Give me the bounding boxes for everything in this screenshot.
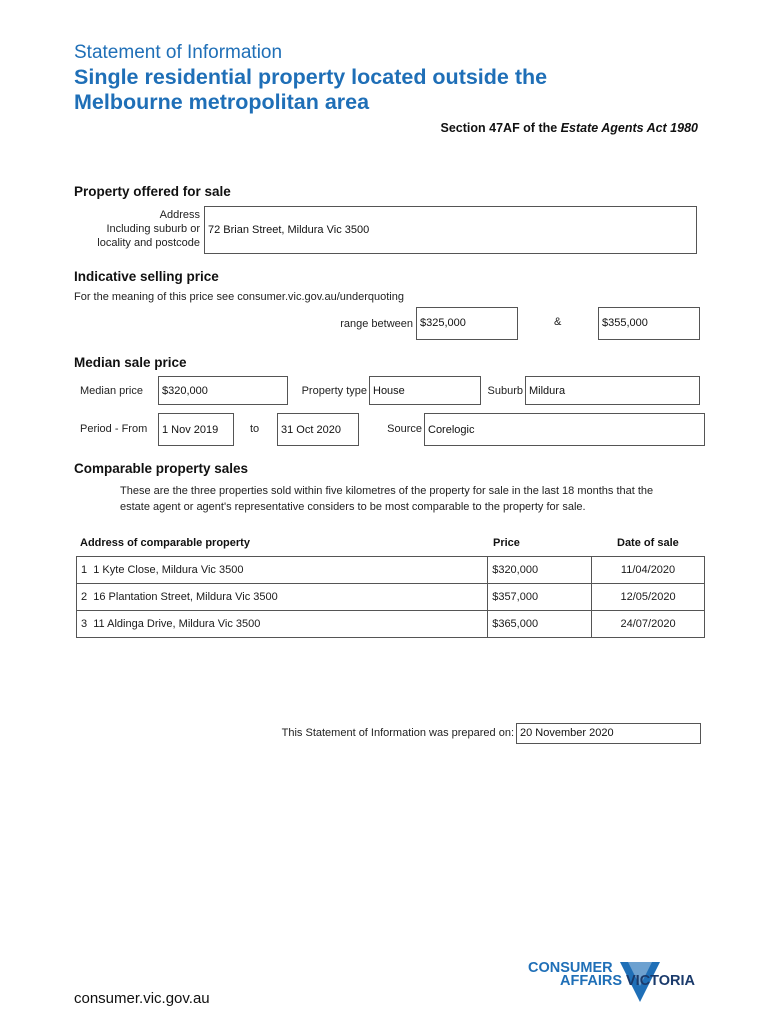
col-header-address: Address of comparable property — [80, 537, 250, 549]
comparable-date-cell[interactable]: 24/07/2020 — [592, 611, 705, 638]
period-to-field[interactable]: 31 Oct 2020 — [277, 413, 359, 446]
title-line-1: Single residential property located outside the — [74, 65, 548, 89]
col-header-date: Date of sale — [617, 537, 679, 549]
address-field[interactable]: 72 Brian Street, Mildura Vic 3500 — [204, 206, 697, 254]
comparable-sales-table — [76, 556, 705, 638]
footer-url[interactable]: consumer.vic.gov.au — [74, 990, 210, 1007]
address-label: Address — [159, 209, 200, 221]
row-address: 16 Plantation Street, Mildura Vic 3500 — [93, 591, 278, 603]
section-prefix: Section 47AF of the — [440, 121, 561, 135]
table-row — [77, 611, 705, 638]
section-reference — [441, 121, 698, 135]
comparable-date-cell[interactable]: 11/04/2020 — [592, 557, 705, 584]
property-type-label: Property type — [301, 385, 367, 397]
row-address: 1 Kyte Close, Mildura Vic 3500 — [93, 564, 244, 576]
document-kicker: Statement of Information — [74, 42, 283, 63]
row-index: 1 — [81, 564, 88, 576]
comparable-price-cell[interactable]: $357,000 — [488, 584, 592, 611]
price-high-field[interactable]: $355,000 — [598, 307, 700, 340]
comparable-note-line-2: estate agent or agent's representative considers to be most comparable to the property for sale. — [120, 501, 586, 513]
range-and: & — [554, 316, 562, 328]
logo-line-3: VICTORIA — [626, 973, 696, 989]
comparable-address-cell[interactable] — [77, 557, 488, 584]
logo-line-1: CONSUMER — [528, 960, 613, 976]
address-hint-2: locality and postcode — [97, 237, 200, 249]
comparable-note — [120, 483, 710, 515]
median-heading: Median sale price — [74, 355, 187, 370]
prepared-date-field[interactable]: 20 November 2020 — [516, 723, 701, 744]
period-to-label: to — [250, 423, 260, 435]
comparable-address-cell[interactable] — [77, 611, 488, 638]
table-row — [77, 584, 705, 611]
period-from-field[interactable]: 1 Nov 2019 — [158, 413, 234, 446]
suburb-label: Suburb — [487, 385, 523, 397]
prepared-label: This Statement of Information was prepared on: — [281, 727, 514, 739]
comparable-price-cell[interactable]: $320,000 — [488, 557, 592, 584]
comparable-heading: Comparable property sales — [74, 461, 249, 476]
median-price-field[interactable]: $320,000 — [158, 376, 288, 405]
suburb-field[interactable]: Mildura — [525, 376, 700, 405]
median-price-label: Median price — [80, 385, 143, 397]
period-from-label: Period - From — [80, 423, 148, 435]
title-line-2: Melbourne metropolitan area — [74, 90, 370, 114]
comparable-note-line-1: These are the three properties sold within five kilometres of the property for sale in the last 18 months that the — [120, 485, 654, 497]
indicative-heading: Indicative selling price — [74, 269, 219, 284]
section-act: Estate Agents Act 1980 — [560, 121, 698, 135]
logo-line-2: AFFAIRS — [560, 973, 623, 989]
source-label: Source — [387, 423, 422, 435]
comparable-date-cell[interactable]: 12/05/2020 — [592, 584, 705, 611]
row-address: 11 Aldinga Drive, Mildura Vic 3500 — [93, 618, 261, 630]
range-label: range between — [340, 318, 413, 330]
consumer-affairs-victoria-logo — [528, 958, 703, 1008]
price-low-field[interactable]: $325,000 — [416, 307, 518, 340]
table-row — [77, 557, 705, 584]
property-type-field[interactable]: House — [369, 376, 481, 405]
row-index: 2 — [81, 591, 88, 603]
property-heading: Property offered for sale — [74, 184, 231, 199]
comparable-price-cell[interactable]: $365,000 — [488, 611, 592, 638]
address-hint-1: Including suburb or — [106, 223, 200, 235]
col-header-price: Price — [493, 537, 520, 549]
row-index: 3 — [81, 618, 88, 630]
indicative-note: For the meaning of this price see consumer.vic.gov.au/underquoting — [74, 291, 404, 303]
source-field[interactable]: Corelogic — [424, 413, 705, 446]
document-title — [74, 65, 714, 115]
comparable-address-cell[interactable] — [77, 584, 488, 611]
